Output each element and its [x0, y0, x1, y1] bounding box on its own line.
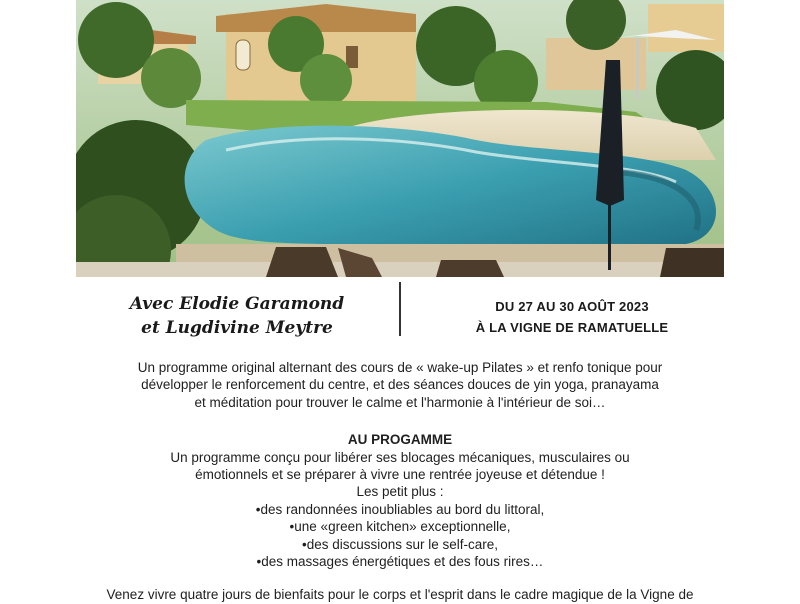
intro-line: et méditation pour trouver le calme et l'harmonie à l'intérieur de soi… [194, 394, 606, 410]
vertical-divider [399, 282, 401, 336]
bullet-item: • des discussions sur le self-care, [40, 536, 760, 553]
pool-garden-image [76, 0, 724, 277]
hero-photo [76, 0, 724, 277]
programme-line: émotionnels et se préparer à vivre une rentrée joyeuse et détendue ! [195, 467, 605, 483]
description [40, 359, 760, 604]
programme-section [40, 431, 760, 570]
event-venue: À LA VIGNE DE RAMATUELLE [475, 320, 669, 335]
bullet-item: • une «green kitchen» exceptionnelle, [40, 518, 760, 535]
host-line-1: Avec Elodie Garamond [129, 294, 345, 314]
bullet-item: • des randonnées inoubliables au bord du littoral, [40, 501, 760, 518]
hosts-block [76, 292, 398, 340]
host-line-2: et Lugdivine Meytre [141, 318, 333, 338]
event-dates: DU 27 AU 30 AOÛT 2023 [495, 299, 649, 314]
event-info [402, 296, 742, 338]
programme-line: Un programme conçu pour libérer ses blocages mécaniques, musculaires ou [170, 449, 630, 465]
closing-line: Venez vivre quatre jours de bienfaits pour le corps et l'esprit dans le cadre magique de la Vigne de [106, 587, 694, 603]
closing-paragraph [40, 586, 760, 603]
programme-line: Les petit plus : [356, 484, 444, 500]
bullet-item: • des massages énergétiques et des fous rires… [40, 553, 760, 570]
intro-paragraph [40, 359, 760, 411]
intro-line: Un programme original alternant des cours de « wake-up Pilates » et renfo tonique pour [137, 360, 663, 375]
programme-heading: AU PROGAMME [347, 432, 453, 448]
intro-line: développer le renforcement du centre, et des séances douces de yin yoga, pranayama [141, 377, 659, 393]
